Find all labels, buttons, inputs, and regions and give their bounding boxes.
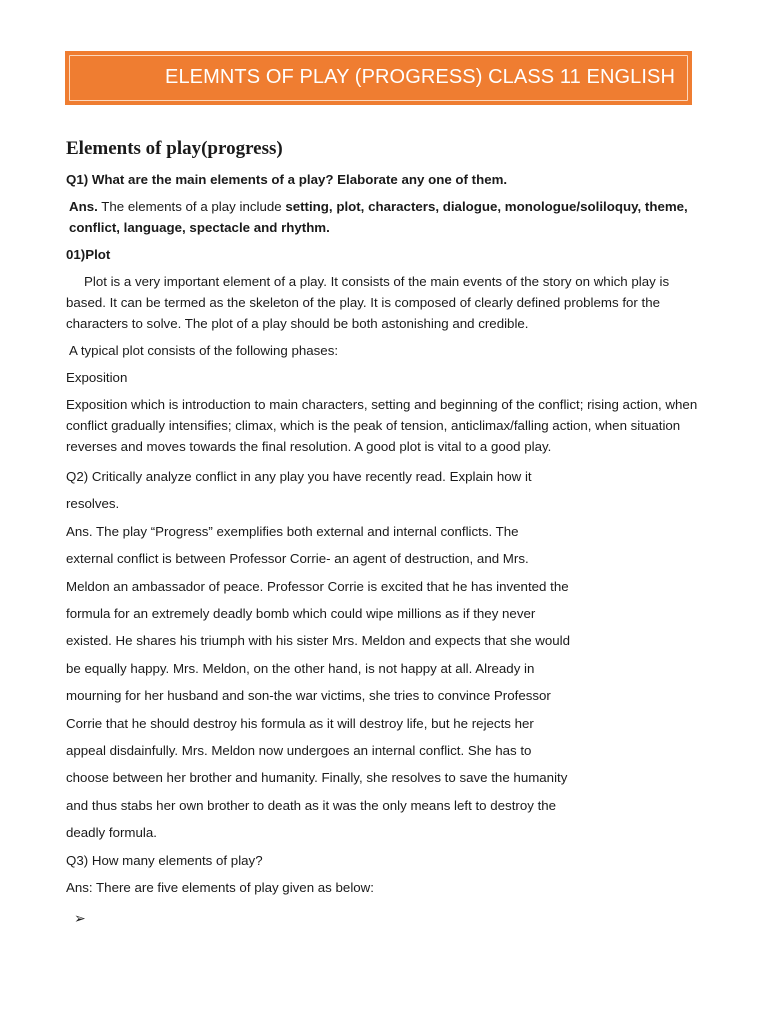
answer-1-text: The elements of a play include: [97, 199, 286, 214]
answer-1-label: Ans.: [69, 199, 98, 214]
text-line: Q2) Critically analyze conflict in any play you have recently read. Explain how it: [66, 469, 532, 484]
phases-intro: A typical plot consists of the following phases:: [69, 343, 339, 358]
question-2-block: [66, 463, 706, 902]
text-line: formula for an extremely deadly bomb which could wipe millions as if they never: [66, 606, 536, 622]
text-line: deadly formula.: [66, 825, 157, 841]
document-body: [66, 137, 706, 929]
text-line: appeal disdainfully. Mrs. Meldon now undergoes an internal conflict. She has to: [66, 743, 532, 759]
text-line: and thus stabs her own brother to death as it was the only means left to destroy the: [66, 797, 557, 813]
text-line: be equally happy. Mrs. Meldon, on the other hand, is not happy at all. Already in: [66, 660, 535, 676]
document-heading: Elements of play(progress): [66, 138, 283, 159]
text-line: resolves.: [66, 496, 120, 512]
title-banner: [65, 51, 692, 105]
plot-heading: 01)Plot: [66, 247, 111, 262]
text-line: Corrie that he should destroy his formula as it will destroy life, but he rejects her: [66, 715, 534, 731]
arrow-bullet-icon: ➢: [74, 909, 86, 926]
text-line: Q3) How many elements of play?: [66, 852, 263, 868]
text-line: Meldon an ambassador of peace. Professor Corrie is excited that he has invented the: [66, 578, 569, 594]
text-line: choose between her brother and humanity. Finally, she resolves to save the humanity: [66, 770, 568, 786]
question-1: Q1) What are the main elements of a play? Elaborate any one of them.: [66, 172, 508, 187]
text-line: mourning for her husband and son-the war victims, she tries to convince Professor: [66, 688, 551, 704]
answer-1: [66, 196, 706, 238]
text-line: existed. He shares his triumph with his sister Mrs. Meldon and expects that she would: [66, 633, 571, 649]
plot-paragraph: Plot is a very important element of a play. It consists of the main events of the story on which play is based. It can be termed as the skeleton of the play. It is composed of clearly defined problems for the characters to solve. The plot of a play should be both astonishing and credible.: [66, 274, 670, 331]
text-line: external conflict is between Professor Corrie- an agent of destruction, and Mrs.: [66, 551, 529, 567]
answer-1-elements: setting, plot, characters, dialogue, monologue/soliloquy, theme, conflict, language, spectacle and rhythm.: [69, 199, 688, 235]
banner-title: ELEMNTS OF PLAY (PROGRESS) CLASS 11 ENGLISH: [165, 66, 676, 88]
exposition-paragraph: Exposition which is introduction to main characters, setting and beginning of the conflict; rising action, when conflict gradually intensifies; climax, which is the peak of tension, anticlimax/falling action, when situation reverses and moves towards the final resolution. A good plot is vital to a good play.: [66, 397, 698, 454]
text-line: Ans: There are five elements of play given as below:: [66, 880, 374, 896]
exposition-label: Exposition: [66, 370, 128, 385]
text-line: Ans. The play “Progress” exemplifies both external and internal conflicts. The: [66, 523, 519, 539]
